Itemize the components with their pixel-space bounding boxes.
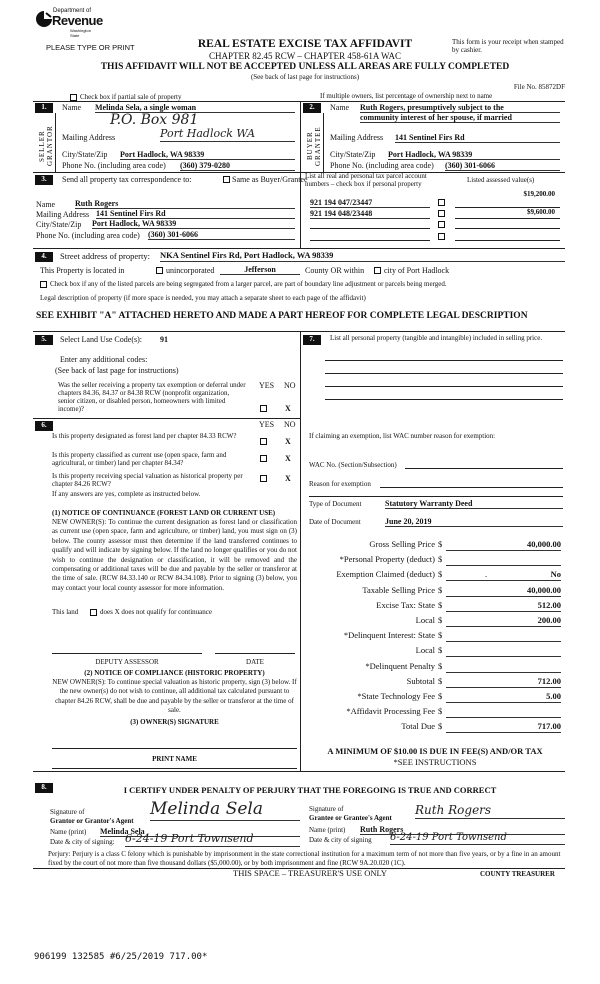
street-address: NKA Sentinel Firs Rd, Port Hadlock, WA 98339 bbox=[160, 251, 565, 262]
seller-mailing-handwritten-2: Port Hadlock WA bbox=[160, 128, 295, 142]
corr-mailing-label: Mailing Address bbox=[36, 210, 90, 219]
grantee-signature: Ruth Rogers bbox=[415, 804, 565, 819]
parcel-3-personal-checkbox[interactable] bbox=[438, 221, 445, 228]
buyer-mailing-label: Mailing Address bbox=[330, 133, 384, 142]
fee-value bbox=[446, 646, 561, 657]
fee-row bbox=[300, 570, 565, 584]
fee-label: *Personal Property (deduct) bbox=[339, 554, 435, 565]
multiple-owners-note: If multiple owners, list percentage of ownership next to name bbox=[320, 92, 493, 100]
fee-label: Gross Selling Price bbox=[369, 539, 435, 549]
grantor-name-label: Name (print) bbox=[50, 828, 87, 836]
parcel-list-label: List all real and personal tax parcel account numbers – check box if personal property bbox=[305, 172, 427, 189]
grantor-sig-label-2: Grantor or Grantor's Agent bbox=[50, 817, 134, 825]
parcel-2-personal-checkbox[interactable] bbox=[438, 210, 445, 217]
fee-row bbox=[300, 555, 565, 569]
seller-name-label: Name bbox=[62, 103, 82, 112]
see-back-note: (See back of last page for instructions) bbox=[250, 73, 360, 81]
corr-mailing: 141 Sentinel Firs Rd bbox=[96, 209, 295, 219]
historic-question: Is this property receiving special valuation as historical property per chapter 84.26 RCW? bbox=[52, 472, 243, 489]
qualify-label: does X does not qualify for continuance bbox=[100, 608, 212, 616]
land-use-see-back: (See back of last page for instructions) bbox=[55, 366, 179, 375]
exhibit-reference: SEE EXHIBIT "A" ATTACHED HERETO AND MADE A PART HEREOF FOR COMPLETE LEGAL DESCRIPTION bbox=[36, 311, 528, 321]
seller-city-label: City/State/Zip bbox=[62, 150, 108, 159]
fee-value: 5.00 bbox=[446, 692, 561, 703]
section-3-number: 3. bbox=[35, 175, 53, 185]
current-use-question: Is this property classified as current use (open space, farm and agricultural, or timber) land per chapter 84.34? bbox=[52, 451, 227, 468]
fee-row bbox=[300, 631, 565, 645]
fee-value: 40,000.00 bbox=[446, 586, 561, 597]
exemption-wac-label: If claiming an exemption, list WAC number reason for exemption: bbox=[309, 432, 496, 440]
additional-codes-label: Enter any additional codes: bbox=[60, 355, 148, 364]
fee-value bbox=[446, 662, 561, 673]
form-warning: THIS AFFIDAVIT WILL NOT BE ACCEPTED UNLESS ALL AREAS ARE FULLY COMPLETED bbox=[100, 62, 510, 72]
doc-type-label: Type of Document bbox=[309, 500, 362, 508]
grantee-sig-label-2: Grantee or Grantee's Agent bbox=[309, 814, 392, 822]
sec6-no-header: NO bbox=[284, 420, 296, 429]
fee-label: Total Due bbox=[401, 721, 435, 732]
historic-no-mark: X bbox=[285, 474, 291, 483]
fee-row bbox=[300, 662, 565, 676]
sec5-yes-header: YES bbox=[259, 381, 275, 390]
doc-type: Statutory Warranty Deed bbox=[385, 499, 563, 509]
this-land-label: This land bbox=[52, 608, 79, 616]
section-2-number: 2. bbox=[303, 103, 321, 113]
fee-label: Taxable Selling Price bbox=[362, 584, 435, 595]
legal-description-label: Legal description of property (if more space is needed, you may attach a separate sheet to each page of the affidavit) bbox=[40, 294, 366, 302]
notice-continuance-title: (1) NOTICE OF CONTINUANCE (FOREST LAND OR CURRENT USE) bbox=[52, 509, 276, 517]
corr-name-label: Name bbox=[36, 200, 56, 209]
fee-row bbox=[300, 616, 565, 630]
fee-row bbox=[300, 722, 565, 736]
fee-value: 717.00 bbox=[446, 722, 561, 733]
assessed-value-label: Listed assessed value(s) bbox=[467, 176, 535, 184]
land-use-code: 91 bbox=[160, 335, 168, 344]
buyer-city: Port Hadlock, WA 98339 bbox=[388, 150, 560, 160]
grantee-name-label: Name (print) bbox=[309, 826, 346, 834]
parcel-2-number: 921 194 048/23448 bbox=[310, 209, 430, 219]
fee-dollar: $ bbox=[438, 721, 443, 732]
forest-land-question: Is this property designated as forest land per chapter 84.33 RCW? bbox=[52, 432, 237, 440]
buyer-phone: (360) 301-6066 bbox=[445, 161, 560, 171]
fee-value: No bbox=[446, 570, 561, 581]
fee-label: *Affidavit Processing Fee bbox=[346, 706, 435, 717]
fee-row bbox=[300, 646, 565, 660]
exemption-question: Was the seller receiving a property tax exemption or deferral under chapters 84.36, 84.37 or 84.38 RCW (nonprofit organization, senior citizen, or disabled person, homeowners with limited income)? bbox=[58, 381, 246, 414]
certify-statement: I CERTIFY UNDER PENALTY OF PERJURY THAT THE FOREGOING IS TRUE AND CORRECT bbox=[123, 785, 497, 795]
treasurer-use-only: THIS SPACE – TREASURER'S USE ONLY bbox=[233, 868, 387, 878]
fee-dollar: $ bbox=[438, 645, 443, 656]
county-treasurer-label: COUNTY TREASURER bbox=[480, 870, 555, 878]
section-7-number: 7. bbox=[303, 335, 321, 345]
assessor-date-label: DATE bbox=[246, 658, 264, 666]
corr-city-label: City/State/Zip bbox=[36, 220, 82, 229]
personal-property-label: List all personal property (tangible and intangible) included in selling price. bbox=[330, 334, 543, 342]
buyer-phone-label: Phone No. (including area code) bbox=[330, 161, 434, 170]
seller-side-label: SELLER GRANTOR bbox=[38, 125, 55, 167]
forest-yes-checkbox[interactable] bbox=[260, 438, 267, 445]
seller-mailing-label: Mailing Address bbox=[62, 133, 116, 142]
owner-signature-label: (3) OWNER(S) SIGNATURE bbox=[130, 718, 219, 726]
wac-number-label: WAC No. (Section/Subsection) bbox=[309, 461, 397, 469]
fee-row bbox=[300, 601, 565, 615]
fee-value: 512.00 bbox=[446, 601, 561, 612]
seller-phone: (360) 379-0280 bbox=[180, 161, 295, 171]
fee-value: 200.00 bbox=[446, 616, 561, 627]
fee-dollar: $ bbox=[438, 706, 443, 717]
cashier-stamp: 906199 132585 #6/25/2019 717.00* bbox=[34, 952, 208, 962]
partial-sale-checkbox[interactable] bbox=[70, 94, 77, 101]
grantor-date-label: Date & city of signing: bbox=[50, 838, 115, 846]
fee-row bbox=[300, 707, 565, 721]
grantor-date-city: 6-24-19 Port Townsend bbox=[125, 833, 300, 847]
fee-label: Subtotal bbox=[406, 675, 435, 686]
section-8-number: 8. bbox=[35, 783, 53, 793]
sec6-yes-header: YES bbox=[259, 420, 275, 429]
notice-compliance-body: NEW OWNER(S): To continue special valuation as historic property, sign (3) below. If the new owner(s) do not wish to continue, all additional tax calculated pursuant to chapter 84.26 RCW, shall be due and payable by the seller or transferor at the time of sale. bbox=[52, 678, 297, 715]
perjury-statement: Perjury: Perjury is a class C felony which is punishable by imprisonment in the state correctional institution for a maximum term of not more than five years, or by a fine in an amount fixed by the court of not more than five thousand dollars ($5,000.00), or by both imprisonment and fine (RCW 9A.20.020 (1C). bbox=[48, 850, 561, 867]
section-6-number: 6. bbox=[35, 421, 53, 431]
fee-dollar: $ bbox=[438, 630, 443, 641]
notice-compliance-title: (2) NOTICE OF COMPLIANCE (HISTORIC PROPERTY) bbox=[84, 669, 265, 677]
fee-dollar: $ bbox=[438, 554, 443, 565]
corr-phone: (360) 301-6066 bbox=[148, 230, 295, 240]
fee-label: Excise Tax: State bbox=[376, 599, 435, 610]
grantee-date-label: Date & city of signing bbox=[309, 836, 372, 844]
fee-label: *Delinquent Penalty bbox=[365, 660, 435, 671]
grantee-name: Ruth Rogers bbox=[360, 825, 565, 835]
buyer-city-label: City/State/Zip bbox=[330, 150, 376, 159]
seller-mailing-handwritten: P.O. Box 981 bbox=[110, 112, 199, 128]
fee-value: 40,000.00 bbox=[446, 540, 561, 551]
section-4-number: 4. bbox=[35, 252, 53, 262]
forest-no-mark: X bbox=[285, 437, 291, 446]
segregated-checkbox[interactable] bbox=[40, 281, 47, 288]
fee-dollar: $ bbox=[438, 569, 443, 580]
section-1-number: 1. bbox=[35, 103, 53, 113]
segregated-label: Check box if any of the listed parcels are being segregated from a larger parcel, are part of boundary line adjustment or parcels being merged. bbox=[50, 280, 447, 288]
unincorporated-checkbox[interactable] bbox=[156, 267, 163, 274]
if-yes-note: If any answers are yes, complete as instructed below. bbox=[52, 490, 201, 498]
exemption-yes-checkbox[interactable] bbox=[260, 405, 267, 412]
exemption-no-mark: X bbox=[285, 404, 291, 413]
fee-dollar: $ bbox=[438, 660, 443, 671]
form-chapter: CHAPTER 82.45 RCW – CHAPTER 458-61A WAC bbox=[209, 51, 401, 61]
corr-phone-label: Phone No. (including area code) bbox=[36, 231, 140, 240]
fee-dollar: $ bbox=[438, 584, 443, 595]
fee-value bbox=[446, 631, 561, 642]
corr-city: Port Hadlock, WA 98339 bbox=[92, 219, 295, 229]
historic-yes-checkbox[interactable] bbox=[260, 475, 267, 482]
located-in-label: This Property is located in bbox=[40, 266, 125, 275]
deputy-assessor-label: DEPUTY ASSESSOR bbox=[95, 658, 159, 666]
fee-value: 712.00 bbox=[446, 677, 561, 688]
seller-city: Port Hadlock, WA 98339 bbox=[120, 150, 295, 160]
fee-row bbox=[300, 677, 565, 691]
grantor-sig-label-1: Signature of bbox=[50, 808, 85, 816]
fee-dollar: $ bbox=[438, 539, 443, 549]
buyer-name-label: Name bbox=[330, 103, 350, 112]
file-number: File No. 85872DF bbox=[513, 83, 565, 91]
fee-label: Local bbox=[415, 615, 435, 625]
fee-label: Local bbox=[415, 645, 435, 656]
parcel-2-value: $9,600.00 bbox=[527, 208, 555, 216]
county-or-within: County OR within bbox=[305, 266, 365, 275]
doc-date: June 20, 2019 bbox=[385, 517, 563, 527]
fee-label: *State Technology Fee bbox=[357, 691, 435, 701]
grantor-signature: Melinda Sela bbox=[150, 800, 300, 821]
same-as-buyer-checkbox[interactable] bbox=[223, 176, 230, 183]
fee-row bbox=[300, 586, 565, 600]
seller-name: Melinda Sela, a single woman bbox=[95, 103, 295, 113]
county-name: Jefferson bbox=[220, 265, 300, 275]
current-use-no-mark: X bbox=[285, 454, 291, 463]
grantee-sig-label-1: Signature of bbox=[309, 805, 344, 813]
correspondence-label: Send all property tax correspondence to: bbox=[62, 175, 192, 184]
reason-exemption-label: Reason for exemption bbox=[309, 480, 371, 488]
buyer-mailing: 141 Sentinel Firs Rd bbox=[395, 133, 560, 143]
fee-value bbox=[446, 707, 561, 718]
fee-dot: . bbox=[485, 569, 488, 580]
print-name-label: PRINT NAME bbox=[152, 755, 197, 763]
section-5-number: 5. bbox=[35, 335, 53, 345]
fee-dollar: $ bbox=[438, 675, 443, 686]
fee-dollar: $ bbox=[438, 691, 443, 701]
see-instructions-note: *SEE INSTRUCTIONS bbox=[393, 757, 477, 767]
doc-date-label: Date of Document bbox=[309, 518, 361, 526]
parcel-1-personal-checkbox[interactable] bbox=[438, 199, 445, 206]
fee-row bbox=[300, 692, 565, 706]
grantee-date-city: 6-24-19 Port Townsend bbox=[390, 832, 565, 845]
notice-continuance-body: NEW OWNER(S): To continue the current designation as forest land or classification as current use (open space, farm and agriculture, or timber) land, you must sign on (3) below. The county assessor must then determine if the land transferred continues to qualify and will indicate by signing below. If the land no longer qualifies or you do not wish to continue the designation or classification, it will be removed and the compensating or additional taxes will be due and payable by the seller or transferor at the time of sale. (RCW 84.33.140 or RCW 84.34.108). Prior to signing (3) below, you may contact your local county assessor for more information. bbox=[52, 518, 297, 592]
corr-name: Ruth Rogers bbox=[75, 199, 295, 209]
form-title: REAL ESTATE EXCISE TAX AFFIDAVIT bbox=[197, 38, 413, 50]
same-as-buyer-label: Same as Buyer/Grantee bbox=[232, 175, 308, 184]
parcel-1-value: $19,200.00 bbox=[523, 190, 555, 198]
land-use-label: Select Land Use Code(s): bbox=[60, 335, 142, 344]
fee-value bbox=[446, 555, 561, 566]
receipt-note: This form is your receipt when stamped by cashier. bbox=[452, 38, 564, 55]
partial-sale-label: Check box if partial sale of property bbox=[80, 93, 182, 101]
buyer-name-line2: community interest of her spouse, if married bbox=[360, 113, 560, 123]
fee-row bbox=[300, 540, 565, 554]
seller-phone-label: Phone No. (including area code) bbox=[62, 161, 166, 170]
parcel-1-number: 921 194 047/23447 bbox=[310, 198, 430, 208]
buyer-name-line1: Ruth Rogers, presumptively subject to the bbox=[360, 103, 560, 113]
fee-dollar: $ bbox=[438, 615, 443, 625]
buyer-side-label: BUYER GRANTEE bbox=[306, 126, 323, 166]
current-use-yes-checkbox[interactable] bbox=[260, 455, 267, 462]
parcel-4-personal-checkbox[interactable] bbox=[438, 233, 445, 240]
dor-logo: Department of Revenue Washington State bbox=[35, 6, 97, 40]
sec5-no-header: NO bbox=[284, 381, 296, 390]
within-city-checkbox[interactable] bbox=[374, 267, 381, 274]
fee-dollar: $ bbox=[438, 599, 443, 610]
minimum-due-note: A MINIMUM OF $10.00 IS DUE IN FEE(S) AND/OR TAX bbox=[327, 746, 543, 756]
grantor-name: Melinda Sela bbox=[100, 827, 300, 837]
fee-label: Exemption Claimed (deduct) bbox=[336, 569, 435, 580]
city-of-label: city of Port Hadlock bbox=[384, 266, 450, 275]
unincorporated-label: unincorporated bbox=[166, 266, 215, 275]
please-type: PLEASE TYPE OR PRINT bbox=[46, 43, 135, 52]
fee-label: *Delinquent Interest: State bbox=[343, 630, 435, 641]
qualify-checkbox[interactable] bbox=[90, 609, 97, 616]
street-address-label: Street address of property: bbox=[60, 251, 150, 261]
